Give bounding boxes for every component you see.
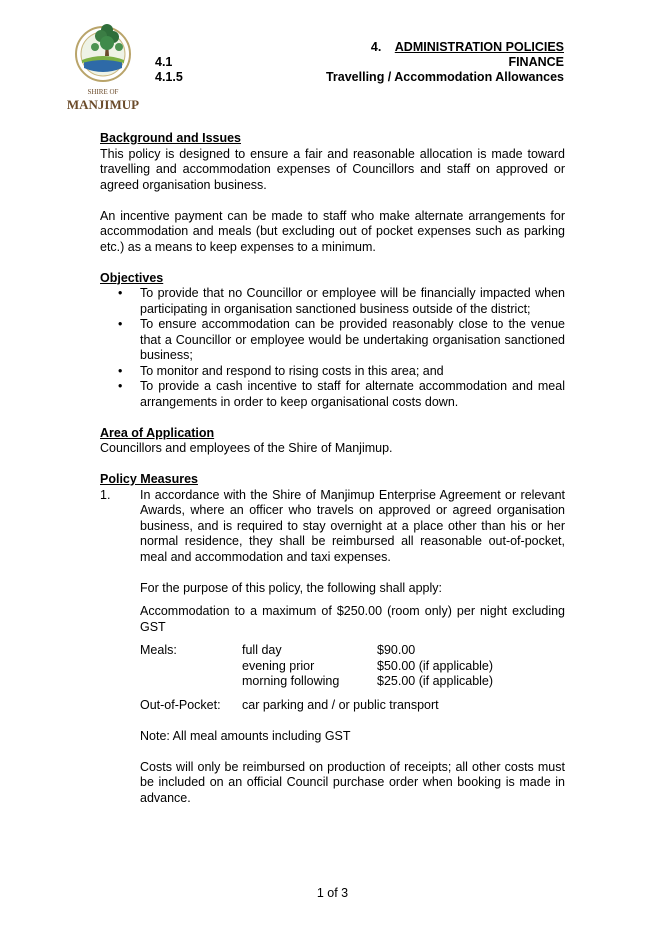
objective-item: • To provide that no Councillor or employee will be financially impacted when participating in organisation sanctioned business outside of the district; bbox=[118, 286, 565, 316]
objectives-heading: Objectives bbox=[100, 270, 164, 285]
background-para-1: This policy is designed to ensure a fair and reasonable allocation is made toward travelling and accommodation expenses of Councillors and staff on approved or agreed organisation business. bbox=[100, 146, 565, 192]
background-para-2: An incentive payment can be made to staff who make alternate arrangements for accommodation and meals (but excluding out of pocket expenses such as parking etc.) as a means to keep expenses to a minimum. bbox=[100, 208, 565, 254]
oop-text: car parking and / or public transport bbox=[242, 697, 439, 712]
logo-text-main: MANJIMUP bbox=[66, 97, 140, 112]
background-heading: Background and Issues bbox=[100, 131, 242, 145]
policy-title: Travelling / Accommodation Allowances bbox=[325, 70, 564, 84]
section-number: 4. bbox=[370, 40, 382, 54]
policy-number: 4.1.5 bbox=[155, 70, 183, 84]
meals-label: Meals: bbox=[140, 643, 177, 657]
section-title: ADMINISTRATION POLICIES bbox=[394, 40, 564, 54]
application-text: Councillors and employees of the Shire of Manjimup. bbox=[100, 441, 393, 455]
section-heading bbox=[371, 40, 564, 55]
oop-row bbox=[140, 698, 565, 714]
objective-item: • To monitor and respond to rising costs in this area; and bbox=[118, 363, 444, 378]
page-number: 1 of 3 bbox=[316, 886, 349, 900]
note-text: Note: All meal amounts including GST bbox=[140, 728, 351, 743]
application-heading: Area of Application bbox=[100, 425, 215, 440]
costs-text: Costs will only be reimbursed on production of receipts; all other costs must be included on an official Council purchase order when booking is made in advance. bbox=[140, 759, 565, 805]
measure-item-1 bbox=[100, 488, 565, 566]
sub-title: FINANCE bbox=[508, 55, 564, 69]
policy-content bbox=[100, 131, 565, 806]
meals-table bbox=[140, 643, 565, 690]
meals-row: evening prior $50.00 (if applicable) bbox=[242, 658, 494, 673]
shire-of-manjimup-logo bbox=[62, 16, 144, 120]
oop-label: Out-of-Pocket: bbox=[140, 697, 221, 712]
accommodation-text: Accommodation to a maximum of $250.00 (room only) per night excluding GST bbox=[140, 604, 565, 634]
logo-text-top: SHIRE OF bbox=[87, 88, 119, 96]
purpose-text: For the purpose of this policy, the following shall apply: bbox=[140, 580, 443, 595]
meals-row: Meals: full day $90.00 bbox=[140, 643, 416, 657]
measures-heading: Policy Measures bbox=[100, 472, 198, 486]
measure-text: In accordance with the Shire of Manjimup Enterprise Agreement or relevant Awards, where an officer who travels on approved or agreed organisation business, and is required to stay overnight at a place other than his or her normal residence, they shall be reimbursed all reasonable out-of-pocket, meal and accommodation and taxi expenses. bbox=[140, 487, 565, 564]
measure-number: 1. bbox=[100, 487, 111, 502]
objective-item: • To ensure accommodation can be provided reasonably close to the venue that a Councillor or employee would be undertaking organisation sanctioned business; bbox=[118, 317, 565, 362]
sub-number: 4.1 bbox=[155, 55, 173, 69]
meals-row: morning following $25.00 (if applicable) bbox=[242, 674, 494, 688]
objectives-list bbox=[100, 286, 565, 410]
objective-item: • To provide a cash incentive to staff for alternate accommodation and meal arrangements in order to keep organisational costs down. bbox=[118, 379, 565, 409]
